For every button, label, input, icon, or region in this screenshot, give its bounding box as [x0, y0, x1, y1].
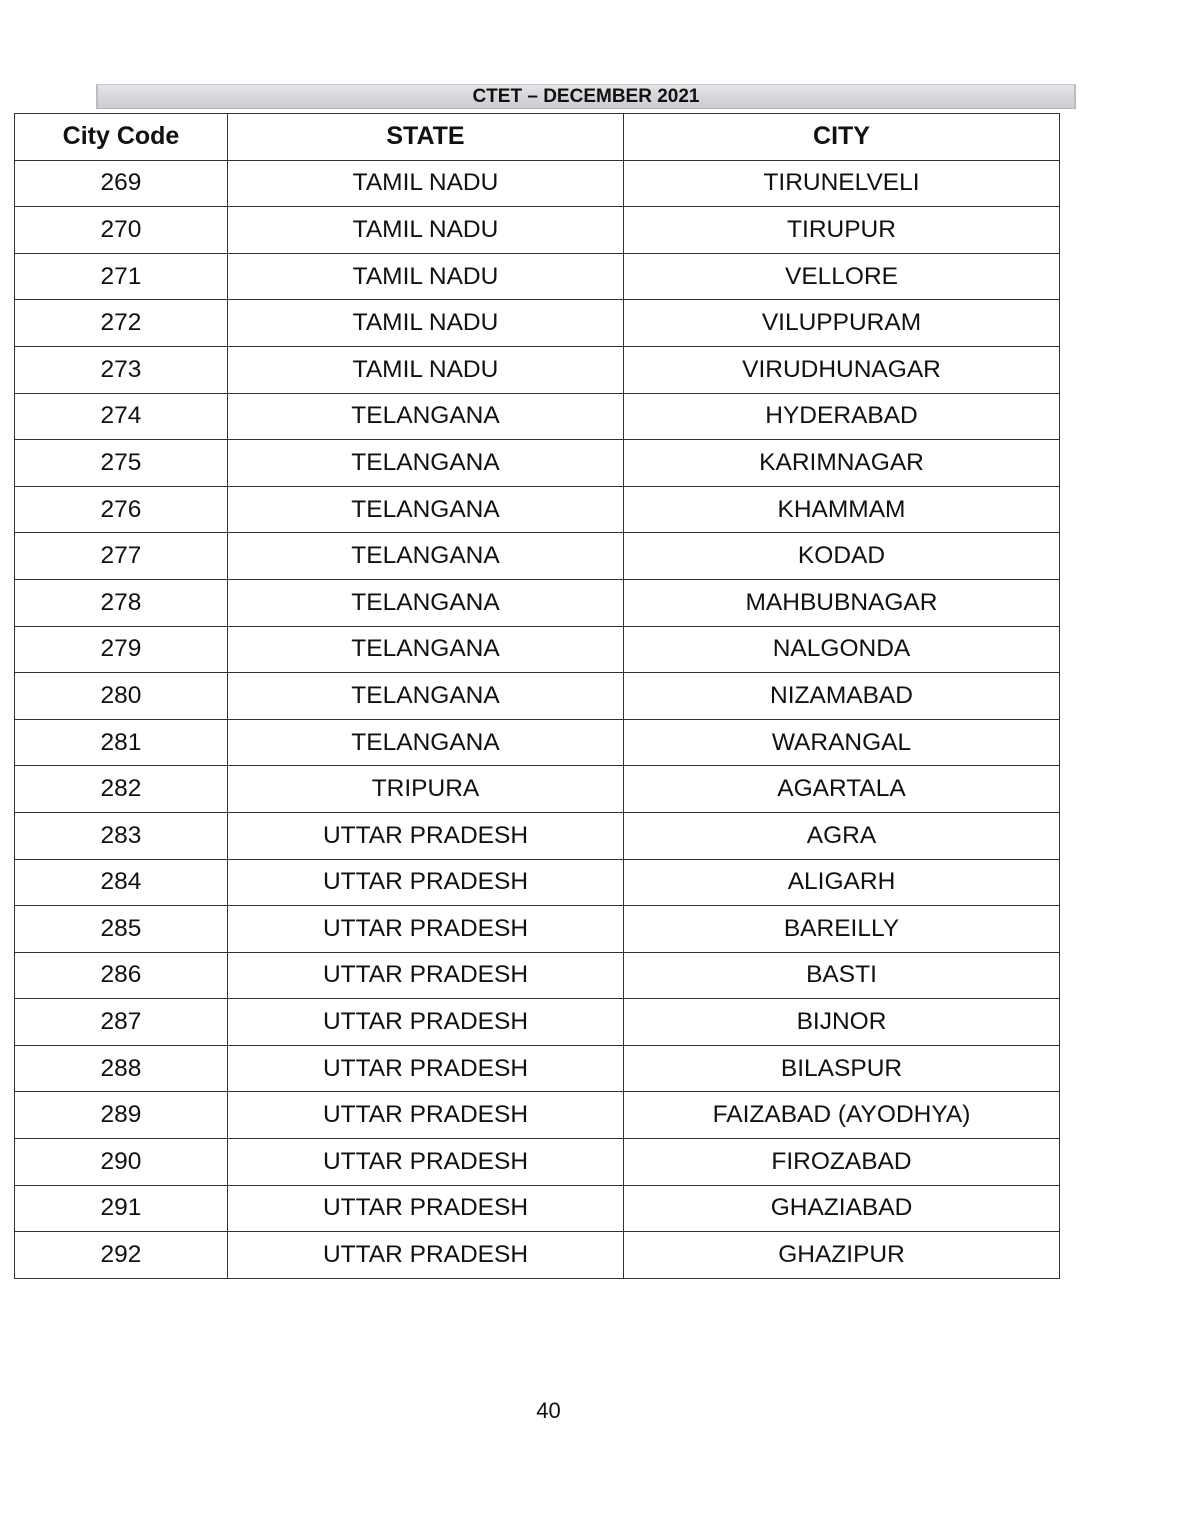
table-row	[15, 579, 1060, 626]
cell-city-code: 288	[15, 1045, 228, 1092]
page-number: 40	[536, 1398, 561, 1423]
table-row	[15, 160, 1060, 207]
cell-state: UTTAR PRADESH	[228, 952, 624, 999]
table-row	[15, 440, 1060, 487]
table-row	[15, 393, 1060, 440]
cell-state: TELANGANA	[228, 440, 624, 487]
cell-state: TRIPURA	[228, 766, 624, 813]
cell-state: UTTAR PRADESH	[228, 1092, 624, 1139]
cell-state: UTTAR PRADESH	[228, 1232, 624, 1279]
cell-city-code: 290	[15, 1139, 228, 1186]
cell-city-code: 292	[15, 1232, 228, 1279]
cell-city: WARANGAL	[624, 719, 1060, 766]
cell-city-code: 280	[15, 673, 228, 720]
cell-state: TAMIL NADU	[228, 346, 624, 393]
cell-city-code: 284	[15, 859, 228, 906]
cell-city-code: 276	[15, 486, 228, 533]
table-row	[15, 1045, 1060, 1092]
cell-city: AGARTALA	[624, 766, 1060, 813]
table-row	[15, 952, 1060, 999]
cell-city: VILUPPURAM	[624, 300, 1060, 347]
table-row	[15, 859, 1060, 906]
cell-state: UTTAR PRADESH	[228, 1139, 624, 1186]
cell-state: UTTAR PRADESH	[228, 859, 624, 906]
cell-city-code: 277	[15, 533, 228, 580]
cell-city-code: 270	[15, 207, 228, 254]
cell-city: NIZAMABAD	[624, 673, 1060, 720]
document-title-banner	[96, 84, 1076, 109]
cell-city: VELLORE	[624, 253, 1060, 300]
column-header-city-code: City Code	[15, 114, 228, 161]
table-row	[15, 1092, 1060, 1139]
cell-state: TAMIL NADU	[228, 253, 624, 300]
cell-city-code: 285	[15, 906, 228, 953]
cell-city-code: 275	[15, 440, 228, 487]
cell-state: TELANGANA	[228, 719, 624, 766]
cell-state: UTTAR PRADESH	[228, 999, 624, 1046]
table-row	[15, 719, 1060, 766]
cell-city-code: 291	[15, 1185, 228, 1232]
cell-city: FAIZABAD (AYODHYA)	[624, 1092, 1060, 1139]
cell-city: HYDERABAD	[624, 393, 1060, 440]
table-body	[15, 160, 1060, 1278]
cell-state: TELANGANA	[228, 533, 624, 580]
table-row	[15, 486, 1060, 533]
cell-city-code: 271	[15, 253, 228, 300]
cell-city-code: 282	[15, 766, 228, 813]
table-row	[15, 346, 1060, 393]
cell-state: UTTAR PRADESH	[228, 1185, 624, 1232]
cell-city: GHAZIPUR	[624, 1232, 1060, 1279]
table-header-row	[15, 114, 1060, 161]
cell-city: TIRUNELVELI	[624, 160, 1060, 207]
cell-state: TELANGANA	[228, 486, 624, 533]
table-row	[15, 1185, 1060, 1232]
cell-city: BASTI	[624, 952, 1060, 999]
table-row	[15, 999, 1060, 1046]
cell-city: BILASPUR	[624, 1045, 1060, 1092]
cell-city: GHAZIABAD	[624, 1185, 1060, 1232]
table-row	[15, 906, 1060, 953]
cell-city-code: 289	[15, 1092, 228, 1139]
cell-state: UTTAR PRADESH	[228, 812, 624, 859]
cell-state: TAMIL NADU	[228, 300, 624, 347]
cell-city: FIROZABAD	[624, 1139, 1060, 1186]
cell-city: AGRA	[624, 812, 1060, 859]
column-header-state: STATE	[228, 114, 624, 161]
cell-city-code: 269	[15, 160, 228, 207]
cell-state: TAMIL NADU	[228, 207, 624, 254]
cell-city-code: 281	[15, 719, 228, 766]
cell-city: MAHBUBNAGAR	[624, 579, 1060, 626]
table-row	[15, 766, 1060, 813]
cell-state: TELANGANA	[228, 579, 624, 626]
cell-city: BAREILLY	[624, 906, 1060, 953]
table-row	[15, 673, 1060, 720]
cell-state: TAMIL NADU	[228, 160, 624, 207]
table-row	[15, 207, 1060, 254]
cell-city: ALIGARH	[624, 859, 1060, 906]
cell-city-code: 273	[15, 346, 228, 393]
cell-state: TELANGANA	[228, 393, 624, 440]
cell-state: UTTAR PRADESH	[228, 906, 624, 953]
table-row	[15, 300, 1060, 347]
cell-city: TIRUPUR	[624, 207, 1060, 254]
cell-state: TELANGANA	[228, 673, 624, 720]
cell-city: BIJNOR	[624, 999, 1060, 1046]
cell-city: KODAD	[624, 533, 1060, 580]
cell-city: VIRUDHUNAGAR	[624, 346, 1060, 393]
table-row	[15, 253, 1060, 300]
cell-city-code: 283	[15, 812, 228, 859]
table-row	[15, 533, 1060, 580]
cell-state: UTTAR PRADESH	[228, 1045, 624, 1092]
cell-city-code: 286	[15, 952, 228, 999]
city-code-table	[14, 113, 1060, 1279]
document-title: CTET – DECEMBER 2021	[472, 86, 700, 107]
column-header-city: CITY	[624, 114, 1060, 161]
cell-city: KHAMMAM	[624, 486, 1060, 533]
table-row	[15, 1139, 1060, 1186]
cell-city-code: 279	[15, 626, 228, 673]
cell-city-code: 287	[15, 999, 228, 1046]
cell-city-code: 274	[15, 393, 228, 440]
table-row	[15, 626, 1060, 673]
cell-city-code: 278	[15, 579, 228, 626]
cell-city: NALGONDA	[624, 626, 1060, 673]
table-row	[15, 812, 1060, 859]
cell-state: TELANGANA	[228, 626, 624, 673]
cell-city: KARIMNAGAR	[624, 440, 1060, 487]
table-row	[15, 1232, 1060, 1279]
cell-city-code: 272	[15, 300, 228, 347]
